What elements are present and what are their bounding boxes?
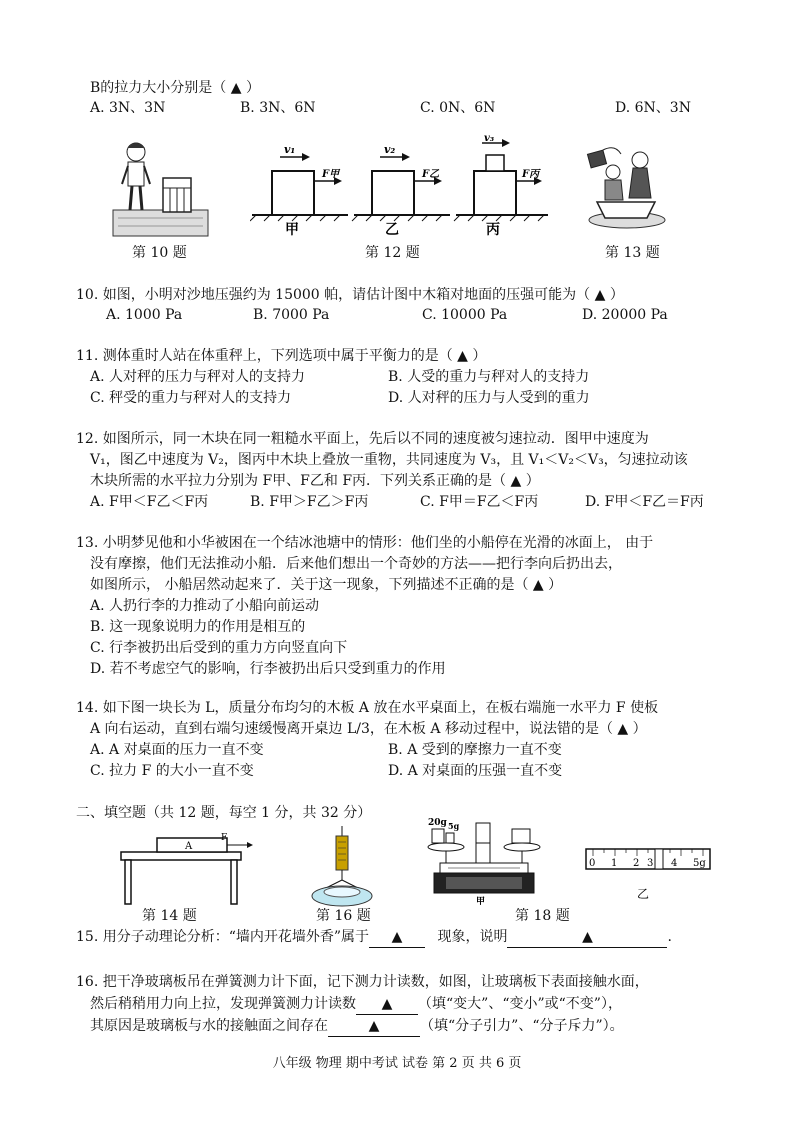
- figure-14: [115, 830, 255, 910]
- ruler-tick-4: 4: [671, 858, 678, 869]
- page-footer: 八年级 物理 期中考试 试卷 第 2 页 共 6 页: [272, 1056, 522, 1071]
- q13-option-b: B. 这一现象说明力的作用是相互的: [90, 619, 306, 635]
- weight-label-5g: 5g: [448, 821, 460, 831]
- q9-option-c: C. 0N、6N: [420, 100, 496, 116]
- q12-line-3: 木块所需的水平拉力分别为 F甲、F乙和 F丙．下列关系正确的是（ ▲ ）: [90, 473, 540, 489]
- q15-blank-2[interactable]: ▲: [507, 927, 667, 948]
- q13-line-3: 如图所示， 小船居然动起来了．关于这一现象，下列描述不正确的是（ ▲ ）: [90, 577, 563, 593]
- caption-12: 第 12 题: [365, 245, 420, 261]
- label-jia-18: 甲: [476, 897, 486, 907]
- figure-16: [308, 826, 378, 910]
- figure-18-jia: [426, 815, 556, 907]
- q9-tail: B的拉力大小分别是（ ▲ ）: [90, 80, 260, 96]
- ruler-tick-5g: 5g: [693, 858, 706, 869]
- q16-line-2: [90, 994, 622, 1015]
- q13-line-2: 没有摩擦，他们无法推动小船．后来他们想出一个奇妙的方法——把行李向后扔出去，: [90, 556, 622, 572]
- q16-line-3-b: （填“分子引力”、“分子斥力”）。: [420, 1018, 624, 1034]
- section-title-fill-in: 二、填空题（共 12 题，每空 1 分，共 32 分）: [76, 805, 372, 821]
- q16-line-3: [90, 1016, 624, 1037]
- q12-option-c: C. F甲＝F乙＜F丙: [420, 494, 539, 510]
- q9-option-b: B. 3N、6N: [240, 100, 316, 116]
- label-yi-18: 乙: [637, 887, 650, 901]
- q15-line: [76, 927, 672, 948]
- q10-option-d: D. 20000 Pa: [582, 307, 668, 323]
- weight-label-20g: 20g: [428, 818, 447, 828]
- q13-option-a: A. 人扔行李的力推动了小船向前运动: [90, 598, 320, 614]
- q11-option-a: A. 人对秤的压力与秤对人的支持力: [90, 369, 306, 385]
- q16-blank-1[interactable]: ▲: [356, 994, 418, 1015]
- caption-16: 第 16 题: [316, 908, 371, 924]
- caption-14: 第 14 题: [142, 908, 197, 924]
- q11-option-c: C. 秤受的重力与秤对人的支持力: [90, 390, 292, 406]
- caption-18: 第 18 题: [515, 908, 570, 924]
- q12-option-a: A. F甲＜F乙＜F丙: [90, 494, 209, 510]
- q16-line-3-a: 其原因是玻璃板与水的接触面之间存在: [90, 1018, 328, 1034]
- label-v1: v₁: [284, 143, 296, 156]
- q14-option-d: D. A 对桌面的压强一直不变: [388, 763, 563, 779]
- label-v3: v₃: [484, 135, 495, 144]
- label-f-bing: F丙: [522, 169, 540, 180]
- figure-13: [585, 142, 670, 232]
- q14-option-b: B. A 受到的摩擦力一直不变: [388, 742, 562, 758]
- q9-option-a: A. 3N、3N: [90, 100, 166, 116]
- q9-option-d: D. 6N、3N: [615, 100, 691, 116]
- caption-13: 第 13 题: [605, 245, 660, 261]
- q11-option-b: B. 人受的重力与秤对人的支持力: [388, 369, 590, 385]
- q16-line-2-a: 然后稍稍用力向上拉，发现弹簧测力计读数: [90, 996, 356, 1012]
- q14-option-c: C. 拉力 F 的大小一直不变: [90, 763, 254, 779]
- q10-option-c: C. 10000 Pa: [422, 307, 508, 323]
- force-label-f: F: [221, 833, 228, 843]
- caption-10: 第 10 题: [132, 245, 187, 261]
- label-base-bing: 丙: [486, 222, 500, 238]
- figure-10: [108, 138, 213, 238]
- q16-line-1: 16. 把干净玻璃板吊在弹簧测力计下面，记下测力计读数，如图，让玻璃板下表面接触水面，: [76, 974, 649, 990]
- label-f-jia: F甲: [322, 169, 340, 180]
- label-v2: v₂: [384, 143, 396, 156]
- q14-option-a: A. A 对桌面的压力一直不变: [90, 742, 264, 758]
- ruler-tick-0: 0: [589, 858, 596, 869]
- q13-option-c: C. 行李被扔出后受到的重力方向竖直向下: [90, 640, 348, 656]
- figure-12: [250, 135, 550, 240]
- q15-text-a: 15. 用分子动理论分析：“墙内开花墙外香”属于: [76, 929, 370, 945]
- q16-blank-2[interactable]: ▲: [328, 1016, 420, 1037]
- q10-option-b: B. 7000 Pa: [253, 307, 330, 323]
- q12-line-1: 12. 如图所示，同一木块在同一粗糙水平面上，先后以不同的速度被匀速拉动．图甲中速度为: [76, 431, 649, 447]
- q15-text-b: 现象，说明: [437, 929, 508, 945]
- q11-stem: 11. 测体重时人站在体重秤上，下列选项中属于平衡力的是（ ▲ ）: [76, 348, 487, 364]
- q13-line-1: 13. 小明梦见他和小华被困在一个结冰池塘中的情形：他们坐的小船停在光滑的冰面上， 由于: [76, 535, 654, 551]
- q11-option-d: D. 人对秤的压力与人受到的重力: [388, 390, 590, 406]
- q12-line-2: V₁，图乙中速度为 V₂，图丙中木块上叠放一重物，共同速度为 V₃，且 V₁＜V₂＜V₃，匀速拉动该: [90, 452, 688, 468]
- q16-line-2-b: （填“变大”、“变小”或“不变”），: [418, 996, 622, 1012]
- q10-stem: 10. 如图，小明对沙地压强约为 15000 帕，请估计图中木箱对地面的压强可能为（ ▲ ）: [76, 287, 624, 303]
- label-base-yi: 乙: [385, 222, 399, 238]
- q14-line-1: 14. 如下图一块长为 L，质量分布均匀的木板 A 放在水平桌面上，在板右端施一水平力 F 使板: [76, 700, 659, 716]
- label-base-jia: 甲: [285, 222, 299, 238]
- q14-line-2: A 向右运动，直到右端匀速缓慢离开桌边 L/3，在木板 A 移动过程中，说法错的是（ ▲ ）: [90, 721, 647, 737]
- q15-blank-1[interactable]: ▲: [369, 927, 425, 948]
- ruler-tick-2: 2: [633, 858, 640, 869]
- q15-text-c: .: [667, 929, 672, 945]
- q13-option-d: D. 若不考虑空气的影响，行李被扔出后只受到重力的作用: [90, 661, 446, 677]
- q10-option-a: A. 1000 Pa: [106, 307, 183, 323]
- figure-18-yi-ruler: [585, 848, 713, 906]
- ruler-tick-1: 1: [611, 858, 618, 869]
- board-label-a: A: [185, 841, 193, 852]
- label-f-yi: F乙: [422, 169, 440, 180]
- q12-option-b: B. F甲＞F乙＞F丙: [250, 494, 369, 510]
- q12-option-d: D. F甲＜F乙＝F丙: [585, 494, 704, 510]
- ruler-tick-3: 3: [647, 858, 654, 869]
